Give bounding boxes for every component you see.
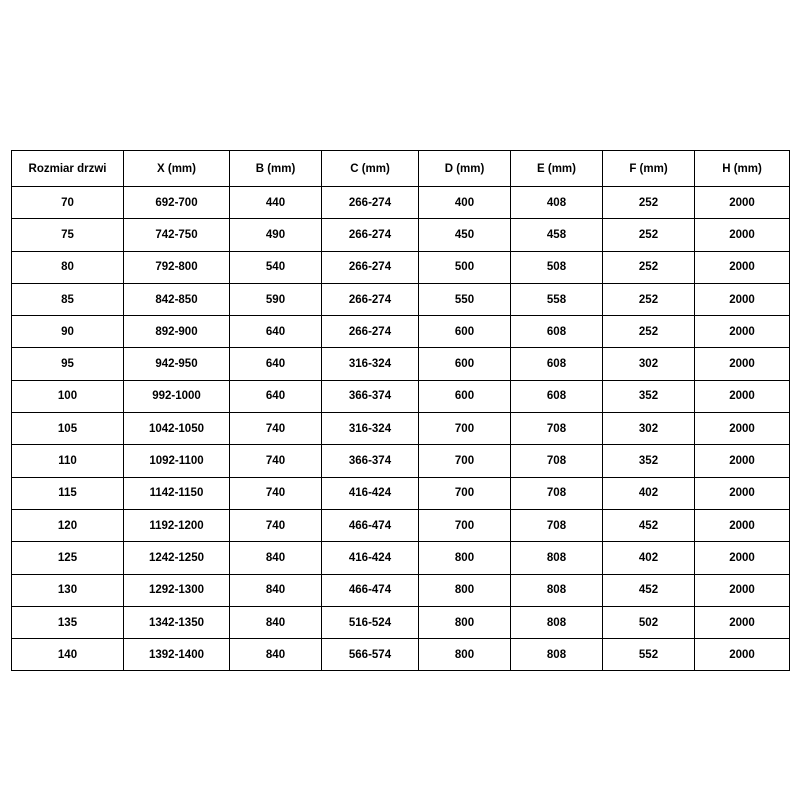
cell-f: 402 xyxy=(603,477,695,509)
cell-h: 2000 xyxy=(695,542,790,574)
cell-e: 708 xyxy=(511,445,603,477)
table-row xyxy=(12,639,790,671)
cell-rozmiar-drzwi: 125 xyxy=(12,542,124,574)
cell-b: 640 xyxy=(230,316,322,348)
cell-c: 466-474 xyxy=(322,509,419,541)
cell-f: 402 xyxy=(603,542,695,574)
cell-c: 416-424 xyxy=(322,542,419,574)
table-header xyxy=(12,151,790,187)
column-header-h: H (mm) xyxy=(695,151,790,187)
cell-h: 2000 xyxy=(695,348,790,380)
cell-e: 808 xyxy=(511,542,603,574)
cell-h: 2000 xyxy=(695,283,790,315)
table-row xyxy=(12,283,790,315)
cell-rozmiar-drzwi: 110 xyxy=(12,445,124,477)
table-body xyxy=(12,187,790,671)
cell-d: 600 xyxy=(419,380,511,412)
table-row xyxy=(12,445,790,477)
cell-x: 1092-1100 xyxy=(124,445,230,477)
cell-x: 692-700 xyxy=(124,187,230,219)
cell-e: 808 xyxy=(511,639,603,671)
cell-c: 366-374 xyxy=(322,380,419,412)
cell-rozmiar-drzwi: 80 xyxy=(12,251,124,283)
cell-x: 742-750 xyxy=(124,219,230,251)
cell-h: 2000 xyxy=(695,413,790,445)
table-row xyxy=(12,477,790,509)
cell-rozmiar-drzwi: 135 xyxy=(12,606,124,638)
cell-x: 792-800 xyxy=(124,251,230,283)
cell-f: 452 xyxy=(603,509,695,541)
cell-x: 1142-1150 xyxy=(124,477,230,509)
cell-d: 700 xyxy=(419,413,511,445)
cell-d: 600 xyxy=(419,348,511,380)
cell-b: 590 xyxy=(230,283,322,315)
table-row xyxy=(12,316,790,348)
cell-x: 1292-1300 xyxy=(124,574,230,606)
cell-x: 992-1000 xyxy=(124,380,230,412)
cell-e: 808 xyxy=(511,606,603,638)
cell-b: 840 xyxy=(230,542,322,574)
cell-rozmiar-drzwi: 75 xyxy=(12,219,124,251)
cell-h: 2000 xyxy=(695,187,790,219)
table-header-row xyxy=(12,151,790,187)
cell-x: 1042-1050 xyxy=(124,413,230,445)
cell-c: 466-474 xyxy=(322,574,419,606)
cell-e: 608 xyxy=(511,316,603,348)
column-header-f: F (mm) xyxy=(603,151,695,187)
cell-b: 740 xyxy=(230,509,322,541)
cell-h: 2000 xyxy=(695,574,790,606)
table-row xyxy=(12,574,790,606)
dimensions-table-container xyxy=(11,150,789,671)
table-row xyxy=(12,606,790,638)
cell-c: 316-324 xyxy=(322,413,419,445)
table-row xyxy=(12,348,790,380)
column-header-c: C (mm) xyxy=(322,151,419,187)
cell-d: 550 xyxy=(419,283,511,315)
table-row xyxy=(12,509,790,541)
cell-e: 608 xyxy=(511,380,603,412)
cell-d: 800 xyxy=(419,606,511,638)
cell-x: 1392-1400 xyxy=(124,639,230,671)
cell-h: 2000 xyxy=(695,219,790,251)
cell-c: 266-274 xyxy=(322,251,419,283)
cell-rozmiar-drzwi: 130 xyxy=(12,574,124,606)
cell-rozmiar-drzwi: 120 xyxy=(12,509,124,541)
cell-d: 450 xyxy=(419,219,511,251)
cell-e: 708 xyxy=(511,509,603,541)
cell-rozmiar-drzwi: 70 xyxy=(12,187,124,219)
cell-b: 840 xyxy=(230,606,322,638)
cell-c: 516-524 xyxy=(322,606,419,638)
cell-rozmiar-drzwi: 140 xyxy=(12,639,124,671)
cell-d: 400 xyxy=(419,187,511,219)
cell-c: 266-274 xyxy=(322,187,419,219)
column-header-d: D (mm) xyxy=(419,151,511,187)
cell-f: 252 xyxy=(603,187,695,219)
cell-d: 800 xyxy=(419,574,511,606)
cell-b: 840 xyxy=(230,574,322,606)
column-header-rozmiar-drzwi: Rozmiar drzwi xyxy=(12,151,124,187)
cell-b: 740 xyxy=(230,477,322,509)
cell-x: 1342-1350 xyxy=(124,606,230,638)
cell-h: 2000 xyxy=(695,639,790,671)
cell-x: 892-900 xyxy=(124,316,230,348)
cell-b: 740 xyxy=(230,413,322,445)
cell-f: 502 xyxy=(603,606,695,638)
cell-f: 252 xyxy=(603,316,695,348)
cell-e: 508 xyxy=(511,251,603,283)
cell-x: 1242-1250 xyxy=(124,542,230,574)
table-row xyxy=(12,219,790,251)
cell-h: 2000 xyxy=(695,445,790,477)
cell-c: 316-324 xyxy=(322,348,419,380)
cell-b: 440 xyxy=(230,187,322,219)
cell-d: 800 xyxy=(419,639,511,671)
cell-rozmiar-drzwi: 90 xyxy=(12,316,124,348)
cell-c: 416-424 xyxy=(322,477,419,509)
cell-b: 640 xyxy=(230,380,322,412)
cell-rozmiar-drzwi: 115 xyxy=(12,477,124,509)
dimensions-table xyxy=(11,150,790,671)
cell-f: 252 xyxy=(603,251,695,283)
cell-f: 452 xyxy=(603,574,695,606)
cell-c: 266-274 xyxy=(322,219,419,251)
cell-f: 252 xyxy=(603,219,695,251)
cell-h: 2000 xyxy=(695,316,790,348)
cell-e: 708 xyxy=(511,413,603,445)
cell-e: 608 xyxy=(511,348,603,380)
table-row xyxy=(12,187,790,219)
cell-b: 740 xyxy=(230,445,322,477)
column-header-x: X (mm) xyxy=(124,151,230,187)
cell-x: 842-850 xyxy=(124,283,230,315)
cell-e: 808 xyxy=(511,574,603,606)
cell-b: 840 xyxy=(230,639,322,671)
cell-d: 700 xyxy=(419,477,511,509)
cell-c: 266-274 xyxy=(322,283,419,315)
cell-e: 558 xyxy=(511,283,603,315)
cell-h: 2000 xyxy=(695,606,790,638)
cell-f: 302 xyxy=(603,348,695,380)
cell-f: 352 xyxy=(603,445,695,477)
table-row xyxy=(12,380,790,412)
cell-e: 458 xyxy=(511,219,603,251)
column-header-b: B (mm) xyxy=(230,151,322,187)
cell-e: 408 xyxy=(511,187,603,219)
cell-f: 352 xyxy=(603,380,695,412)
cell-d: 800 xyxy=(419,542,511,574)
cell-d: 700 xyxy=(419,445,511,477)
cell-rozmiar-drzwi: 100 xyxy=(12,380,124,412)
cell-b: 640 xyxy=(230,348,322,380)
column-header-e: E (mm) xyxy=(511,151,603,187)
cell-c: 366-374 xyxy=(322,445,419,477)
cell-rozmiar-drzwi: 105 xyxy=(12,413,124,445)
cell-d: 700 xyxy=(419,509,511,541)
cell-h: 2000 xyxy=(695,380,790,412)
table-row xyxy=(12,413,790,445)
cell-x: 942-950 xyxy=(124,348,230,380)
table-row xyxy=(12,542,790,574)
cell-x: 1192-1200 xyxy=(124,509,230,541)
cell-rozmiar-drzwi: 95 xyxy=(12,348,124,380)
cell-f: 552 xyxy=(603,639,695,671)
cell-f: 302 xyxy=(603,413,695,445)
cell-c: 266-274 xyxy=(322,316,419,348)
cell-b: 540 xyxy=(230,251,322,283)
cell-d: 500 xyxy=(419,251,511,283)
cell-rozmiar-drzwi: 85 xyxy=(12,283,124,315)
table-row xyxy=(12,251,790,283)
cell-h: 2000 xyxy=(695,509,790,541)
cell-f: 252 xyxy=(603,283,695,315)
cell-c: 566-574 xyxy=(322,639,419,671)
cell-h: 2000 xyxy=(695,251,790,283)
cell-e: 708 xyxy=(511,477,603,509)
cell-d: 600 xyxy=(419,316,511,348)
cell-h: 2000 xyxy=(695,477,790,509)
cell-b: 490 xyxy=(230,219,322,251)
